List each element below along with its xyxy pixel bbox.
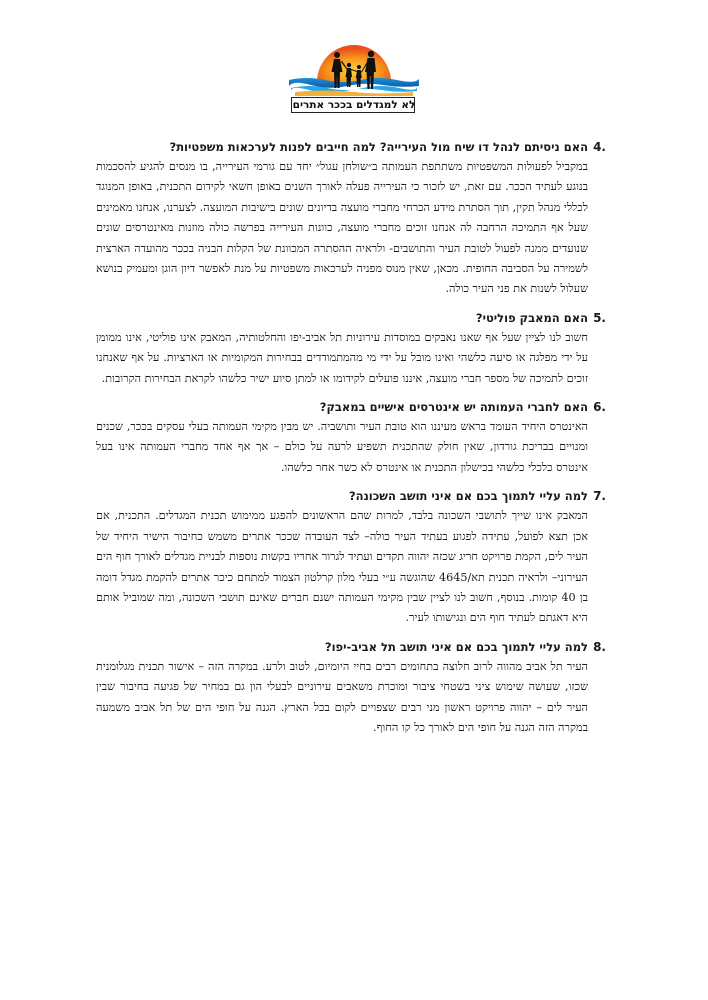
logo-title: לא למגדלים בככר אתרים <box>292 99 416 111</box>
question-heading: האם המאבק פוליטי? <box>475 310 588 325</box>
question-heading: האם ניסיתם לנהל דו שיח מול העירייה? למה חייבים לפנות לערכאות משפטיות? <box>169 140 588 154</box>
answer-paragraph: המאבק אינו שייך לתושבי השכונה בלבד, למרות שהם הראשונים להפגע ממימוש תכנית המגדלים. התכנית, אם אכן תצא לפועל, עתידה לפגוע בעתיד העיר כולה– לצד העובדה שככר אתרים משמש כחיבור הישיר היחיד של העיר לים, הקמת פרויקט חריג שכזה יהווה תקדים ועתיד לגרור אחריו בקשות נוספות לבניית מגדלים לאורך חוף הים העירוני– ולראיה תכנית תא/4645 שהוגשה ע״י בעלי מלון קרלטון הצמוד למתחם כיכר אתרים להקמת מגדל דומה בן 40 קומות. בנוסף, חשוב לנו לציין שבין מקימי העמותה ישנם חברים שאינם תושבי השכונה, ומה שמוביל אותם היא דאגתם לעתיד חוף הים ונגישותו לעיר. <box>96 509 588 625</box>
question-number: 4. <box>593 140 606 154</box>
faq-content <box>96 137 606 746</box>
question-number: 6. <box>593 400 606 415</box>
faq-section <box>96 486 606 628</box>
faq-section <box>96 137 606 300</box>
answer-paragraph: חשוב לנו לציין שעל אף שאנו נאבקים במוסדות עירוניות תל אביב-יפו והחלטותיה, המאבק אינו פוליטי, אינו ממומן על ידי מפלגה או סיעה כלשהי ואינו מובל על ידי מי מהמתמודדים בבחירות המקומיות או הארציות. על אף שאנחנו זוכים לתמיכה של מספר חברי מועצה, איננו פועלים לקידומו או למתן סיוע ישיר כלשהו לקראת הבחירות הקרובות. <box>96 330 588 385</box>
faq-section <box>96 637 606 739</box>
question-number: 8. <box>593 639 606 654</box>
answer-paragraph: במקביל לפעולות המשפטיות משתתפת העמותה ב״שולחן עגול״ יחד עם גורמי העירייה, בו מנסים להגיע להסכמות בנוגע לעתיד הככר. עם זאת, יש לזכור כי העירייה פעלה לאורך השנים באופן חשאי לקידום התכנית, באופן המנוגד לכללי מנהל תקין, תוך הסתרת מידע הכרחי מחברי מועצה בדיונים שונים בישיבות המועצה. לצערנו, אנחנו מאמינים שעל אף התמיכה הרחבה לה אנחנו זוכים מחברי מועצה, כוונות העירייה בפרשה כולה מוזנות מאינטרסים שונים שנועדים ממנה לפעול לטובת העיר והתושבים- ולראיה ההסתרה המכוונת של הקלות הבניה בככר מהועדה הארצית לשמירה על הסביבה החופית. מכאן, שאין מנוס מפניה לערכאות משפטיות על מנת לאפשר דיון הוגן ומעמיק בנושא שעלול לשנות את פני העיר כולה. <box>96 160 588 296</box>
question-number: 7. <box>593 489 606 504</box>
question-heading: למה עליי לתמוך בכם אם איני תושב השכונה? <box>349 489 588 504</box>
answer-paragraph: האינטרס היחיד העומד בראש מעיננו הוא טובת העיר ותושביה. יש מבין מקימי העמותה בעלי עסקים בככר, שכנים ומנויים בבריכת גורדון, שאין חולק שהתכנית תשפיע לרעה על כולם – אך אף אחד מחברי העמותה אינו בעל אינטרס כלכלי כלשהי בכישלון התכנית או אינטרס לא כשר אחר כלשהו. <box>96 420 588 474</box>
answer-paragraph: העיר תל אביב מהווה לרוב חלוצה בתחומים רבים בחיי היומיום, לטוב ולרע. במקרה הזה – אישור תכנית מגלומנית שכזו, שעושה שימוש ציני בשטחי ציבור ומוכרת משאבים עירוניים לבעלי הון גם במחיר של פגיעה בחיבור שבין העיר לים – יהווה פרויקט ראשון מני רבים שצפויים לקום בכל הארץ. הגנה על חופי הים של תל אביב משמעה במקרה הזה הגנה על חופי הים לאורך כל קו החוף. <box>96 659 588 734</box>
logo <box>287 44 421 118</box>
question-heading: האם לחברי העמותה יש אינטרסים אישיים במאבק? <box>319 400 588 415</box>
faq-section <box>96 308 606 389</box>
question-heading: למה עליי לתמוך בכם אם איני תושב תל אביב-יפו? <box>324 639 588 654</box>
question-number: 5. <box>593 310 606 325</box>
family-sunset-beach-logo-icon <box>287 44 421 98</box>
faq-section <box>96 397 606 478</box>
